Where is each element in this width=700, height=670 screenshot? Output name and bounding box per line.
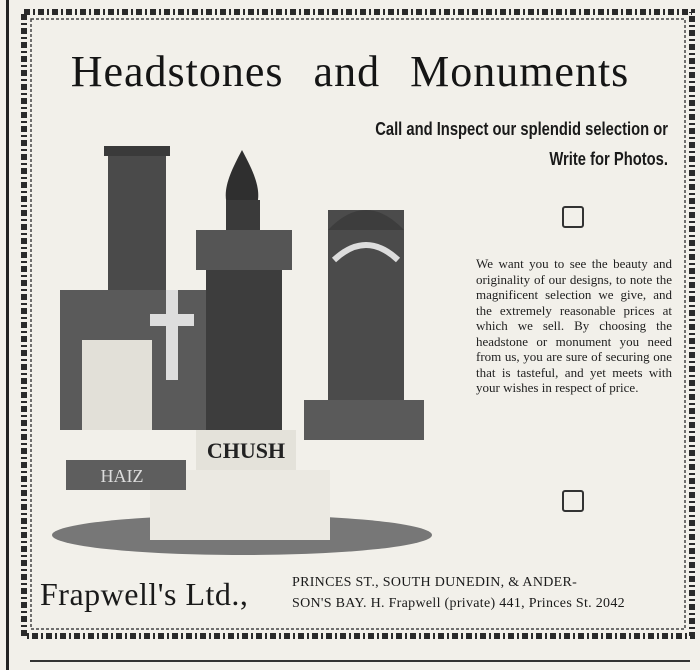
bottom-rule bbox=[30, 660, 690, 662]
address-line-2: SON'S BAY. H. Frapwell (private) 441, Princes St. 2042 bbox=[292, 596, 625, 611]
inscription-haiz: HAIZ bbox=[100, 466, 144, 486]
cta-line-2: Write for Photos. bbox=[549, 149, 668, 169]
company-address bbox=[292, 572, 682, 614]
advert-body-text: We want you to see the beauty and originality of our designs, to note the magnificent selection we give, and the extremely reasonable prices at which we sell. By choosing the headstone or monument you need from us, you are sure of securing one that is tasteful, and yet meets with your wishes in respect of price. bbox=[476, 256, 672, 395]
monuments-illustration bbox=[46, 140, 438, 560]
inscription-chush: CHUSH bbox=[206, 438, 286, 463]
box-ornament-top bbox=[562, 206, 584, 228]
box-ornament-bottom bbox=[562, 490, 584, 512]
cta-line-1: Call and Inspect our splendid selection or bbox=[375, 119, 668, 139]
advert-title: Headstones and Monuments bbox=[70, 47, 630, 96]
left-column-rule bbox=[6, 0, 9, 670]
company-name: Frapwell's Ltd., bbox=[40, 576, 249, 612]
address-line-1: PRINCES ST., SOUTH DUNEDIN, & ANDER- bbox=[292, 575, 578, 590]
